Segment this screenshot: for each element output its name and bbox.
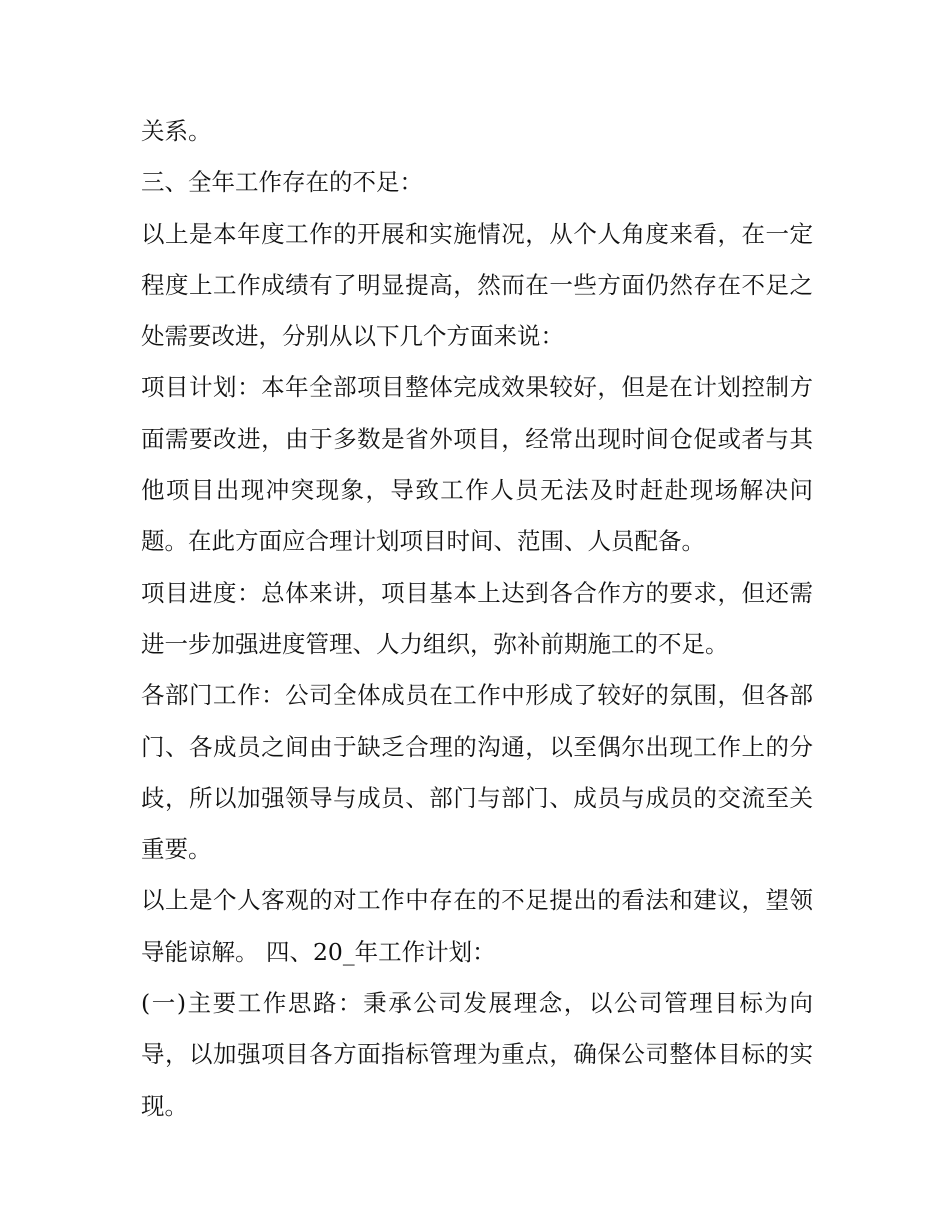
paragraph-project-plan: 项目计划：本年全部项目整体完成效果较好，但是在计划控制方面需要改进，由于多数是省外项目，经常出现时间仓促或者与其他项目出现冲突现象，导致工作人员无法及时赶赴现场解决问题。在此方面应合理计划项目时间、范围、人员配备。 <box>141 373 813 556</box>
paragraph-department-work: 各部门工作：公司全体成员在工作中形成了较好的氛围，但各部门、各成员之间由于缺乏合理的沟通，以至偶尔出现工作上的分歧，所以加强领导与成员、部门与部门、成员与成员的交流至关重要。 <box>141 681 813 864</box>
paragraph-relation: 关系。 <box>141 117 212 145</box>
paragraph-overview: 以上是本年度工作的开展和实施情况，从个人角度来看，在一定程度上工作成绩有了明显提高，然而在一些方面仍然存在不足之处需要改进，分别从以下几个方面来说： <box>141 219 813 351</box>
paragraph-conclusion: 以上是个人客观的对工作中存在的不足提出的看法和建议，望领导能谅解。 四、20_年工作计划： <box>141 886 813 966</box>
document-body <box>141 106 813 1132</box>
paragraph-work-plan-approach: (一)主要工作思路：秉承公司发展理念，以公司管理目标为向导，以加强项目各方面指标管理为重点，确保公司整体目标的实现。 <box>141 989 813 1120</box>
paragraph-project-progress: 项目进度：总体来讲，项目基本上达到各合作方的要求，但还需进一步加强进度管理、人力组织，弥补前期施工的不足。 <box>141 578 813 658</box>
section-heading-shortcomings: 三、全年工作存在的不足： <box>141 168 423 197</box>
